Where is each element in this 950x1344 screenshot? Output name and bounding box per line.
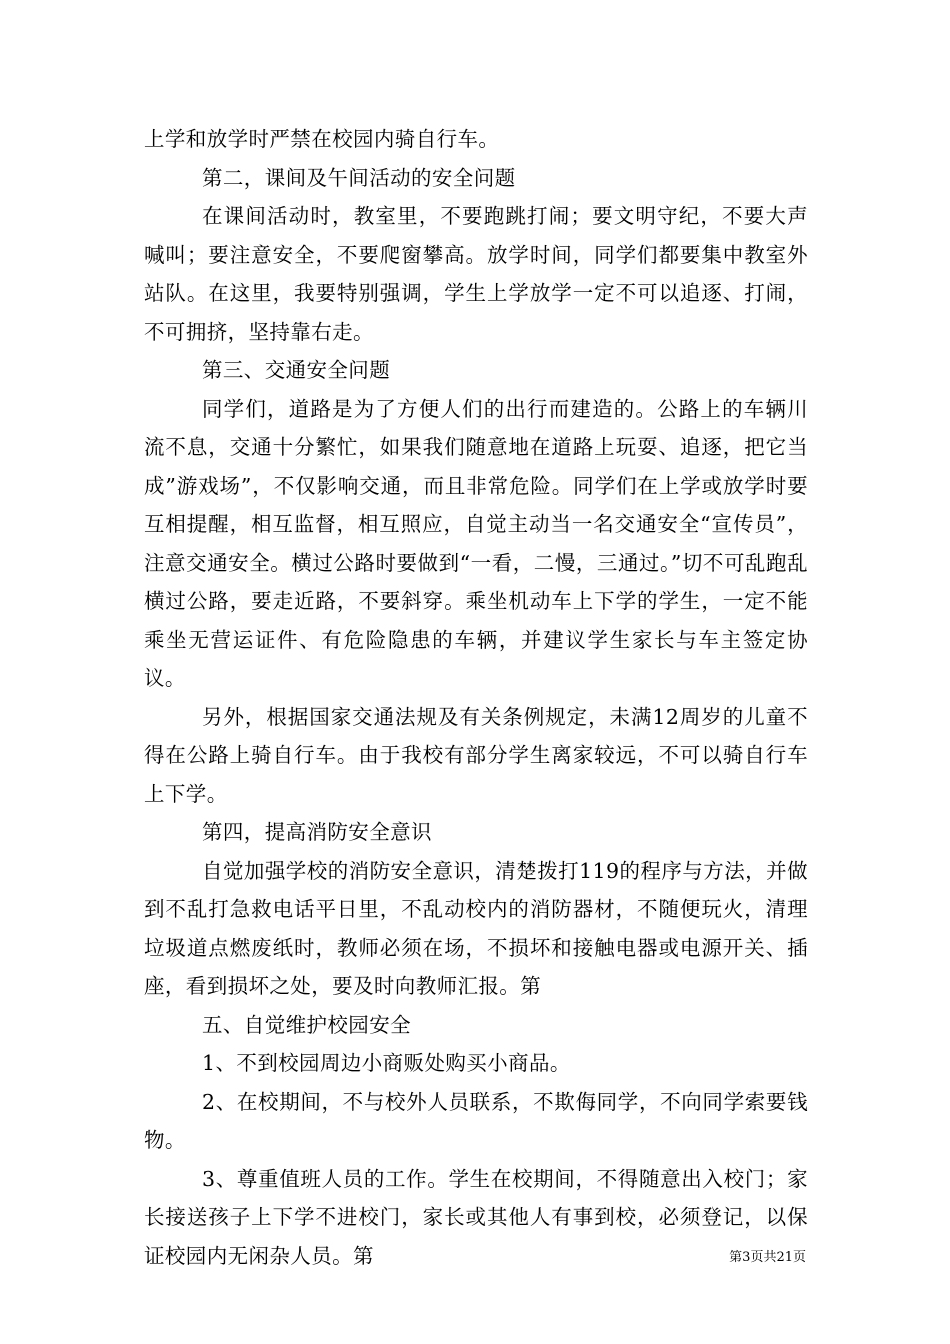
paragraph-recess-safety: 在课间活动时，教室里，不要跑跳打闹；要文明守纪，不要大声喊叫；要注意安全，不要爬窗攀高。放学时间，同学们都要集中教室外站队。在这里，我要特别强调，学生上学放学一定不可以追逐、打闹，不可拥挤，坚持靠右走。: [144, 204, 808, 344]
page-number: 第3页共21页: [729, 1250, 806, 1265]
paragraph-traffic-safety: 同学们，道路是为了方便人们的出行而建造的。公路上的车辆川流不息，交通十分繁忙，如果我们随意地在道路上玩耍、追逐，把它当成”游戏场”，不仅影响交通，而且非常危险。同学们在上学或放学时要互相提醒，相互监督，相互照应，自觉主动当一名交通安全“宣传员”，注意交通安全。横过公路时要做到“一看，二慢，三通过。”切不可乱跑乱横过公路，要走近路，不要斜穿。乘坐机动车上下学的学生，一定不能乘坐无营运证件、有危险隐患的车辆，并建议学生家长与车主签定协议。: [144, 396, 808, 690]
heading-section-3: 第三、交通安全问题: [202, 358, 391, 382]
list-item-3: 3、尊重值班人员的工作。学生在校期间，不得随意出入校门；家长接送孩子上下学不进校门，家长或其他人有事到校，必须登记，以保证校园内无闲杂人员。第: [144, 1166, 808, 1268]
paragraph-1: 上学和放学时严禁在校园内骑自行车。: [144, 127, 500, 151]
list-item-2: 2、在校期间，不与校外人员联系，不欺侮同学，不向同学索要钱物。: [144, 1089, 808, 1152]
heading-section-4: 第四，提高消防安全意识: [202, 820, 432, 844]
heading-section-2: 第二，课间及午间活动的安全问题: [202, 165, 516, 190]
document-body: [144, 120, 808, 1275]
list-item-1: 1、不到校园周边小商贩处购买小商品。: [202, 1051, 571, 1075]
paragraph-fire-safety: 自觉加强学校的消防安全意识，清楚拨打119的程序与方法，并做到不乱打急救电话平日里，不乱动校内的消防器材，不随便玩火，清理垃圾道点燃废纸时，教师必须在场，不损坏和接触电器或电源开关、插座，看到损坏之处，要及时向教师汇报。第: [144, 858, 808, 998]
paragraph-bicycle-rule: 另外，根据国家交通法规及有关条例规定，未满12周岁的儿童不得在公路上骑自行车。由于我校有部分学生离家较远，不可以骑自行车上下学。: [144, 704, 808, 806]
heading-section-5: 五、自觉维护校园安全: [202, 1012, 411, 1037]
